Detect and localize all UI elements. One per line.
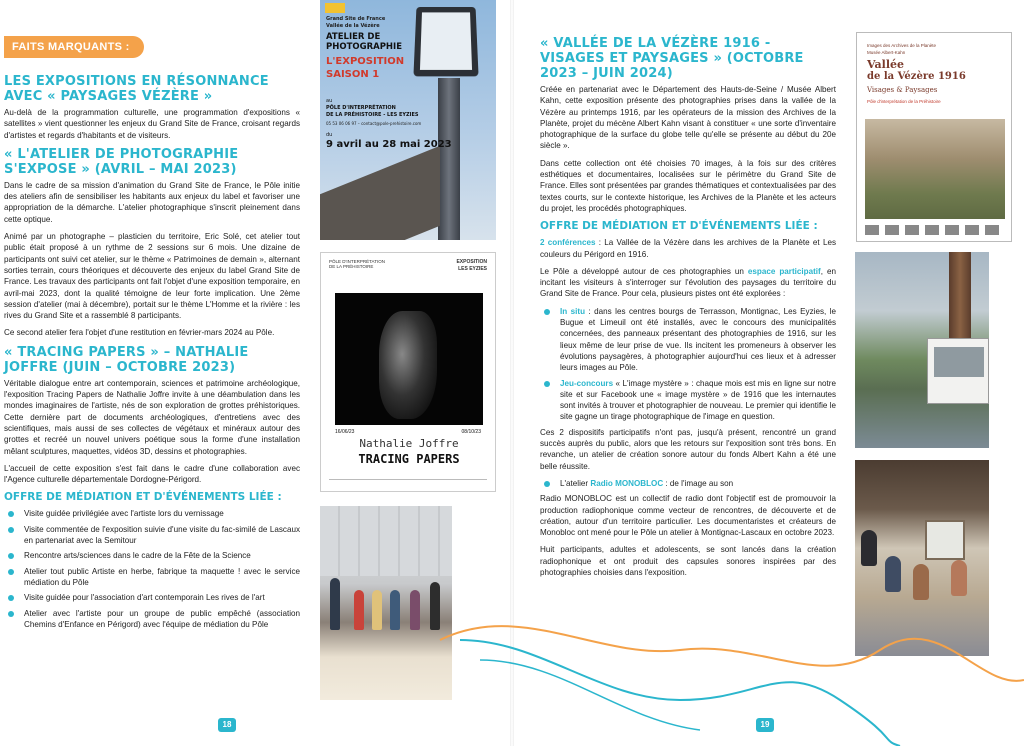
list-item: Atelier avec l'artiste pour un groupe de public empêché (association Chemins d'Enfance en Périgord) avec l'équipe de médiation du Pôle bbox=[4, 608, 300, 631]
poster-place: LES EYZIES bbox=[458, 266, 487, 272]
poster-line: 05 53 06 06 97 – contact@pole-prehistoire.com bbox=[326, 121, 422, 126]
poster-line: au bbox=[326, 98, 333, 104]
window-graphic bbox=[925, 520, 965, 560]
person bbox=[330, 578, 340, 630]
text-span: « L'image mystère » : chaque mois est mis en ligne sur notre site et sur Facebook une « image mystère » de 1916 que les internautes sont invités à trouver et photographier de nouveau. Le premier qui identifie le site gagne un tirage photographique de l'image en question. bbox=[560, 378, 836, 422]
atelier-radio-list bbox=[540, 478, 836, 489]
person bbox=[913, 564, 929, 600]
list-item: Atelier tout public Artiste en herbe, fabrique ta maquette ! avec le service médiation du Pôle bbox=[4, 566, 300, 589]
river-panel-photo bbox=[855, 252, 989, 448]
left-text-column bbox=[4, 74, 300, 634]
list-item bbox=[540, 478, 836, 489]
page-number-right: 19 bbox=[756, 718, 774, 732]
dispositifs-paragraph: Ces 2 dispositifs participatifs n'ont pas, jusqu'à présent, rencontré un grand succès auprès du public, alors que les retours sur l'exposition sont très bons. En revanche, un atelier de création sonore autour du fonds Albert Kahn a été une belle réussite. bbox=[540, 427, 836, 471]
atelier-p3: Ce second atelier fera l'objet d'une restitution en février-mars 2024 au Pôle. bbox=[4, 328, 275, 338]
text-span: Le Pôle a développé autour de ces photographies un bbox=[540, 266, 748, 276]
right-text-column bbox=[540, 36, 836, 584]
poster-line: du bbox=[326, 132, 333, 138]
poster-date-start: 16/06/23 bbox=[335, 429, 355, 435]
tracing-heading: « TRACING PAPERS » – NATHALIE JOFFRE (JUIN – OCTOBRE 2023) bbox=[4, 344, 249, 375]
street-lamp-graphic bbox=[413, 7, 478, 76]
tracing-p1: Véritable dialogue entre art contemporain, sciences et patrimoine archéologique, l'exposition Tracing Papers de Nathalie Joffre invite à une déambulation dans les mondes imaginaires de l'artiste, nés de son exploration de grottes préhistoriques. Cette dernière part de documents archéologiques, d'entretiens avec des scientifiques, mais aussi de ses collectes de végétaux et minéraux autour des grottes et recréé un nouvel univers poétique sous la forme d'une installation mêlant sculptures, maquettes, vidéos 3D, dessins et photographies. bbox=[4, 378, 300, 456]
panel-photo bbox=[934, 347, 984, 377]
blue-wave bbox=[460, 640, 900, 746]
conferences-paragraph bbox=[540, 237, 836, 260]
page-gutter bbox=[510, 0, 514, 746]
poster-org: PÔLE D'INTERPRÉTATION DE LA PRÉHISTOIRE bbox=[329, 259, 385, 269]
list-item: Visite guidée privilégiée avec l'artiste lors du vernissage bbox=[4, 508, 300, 519]
mediation-list-left bbox=[4, 508, 300, 630]
atelier-heading: « L'ATELIER DE PHOTOGRAPHIE S'EXPOSE » (AVRIL – MAI 2023) bbox=[4, 146, 239, 177]
in-situ-highlight: In situ bbox=[560, 306, 586, 316]
poster-line: Visages & Paysages bbox=[867, 86, 938, 94]
poster-line: ATELIER DE bbox=[326, 32, 381, 42]
poster-line: Pôle d'interprétation de la Préhistoire bbox=[867, 99, 941, 104]
partner-logos bbox=[865, 225, 1005, 235]
poster-footer bbox=[329, 479, 487, 485]
vallee-1916-poster bbox=[856, 32, 1012, 242]
lamp-pole-graphic bbox=[438, 78, 460, 240]
poster-line: L'EXPOSITION bbox=[326, 56, 405, 67]
person bbox=[410, 590, 420, 630]
radio-workshop-photo bbox=[855, 460, 989, 656]
person bbox=[390, 590, 400, 630]
poster-line: PÔLE D'INTERPRÉTATION bbox=[326, 105, 396, 111]
list-item bbox=[540, 378, 836, 423]
list-item: Rencontre arts/sciences dans le cadre de la Fête de la Science bbox=[4, 550, 300, 561]
person bbox=[951, 560, 967, 596]
vallee-heading: « VALLÉE DE LA VÉZÈRE 1916 - VISAGES ET PAYSAGES » (OCTOBRE 2023 – JUIN 2024) bbox=[540, 36, 804, 81]
conferences-text: : La Vallée de la Vézère dans les archives de la Planète et Les couleurs du Périgord en 1916. bbox=[540, 238, 836, 259]
atelier-p1: Dans le cadre de sa mission d'animation du Grand Site de France, le Pôle initie des ateliers afin de sensibiliser les habitants aux enjeux du label et favoriser une appropriation de la démarche. L'atelier photographique s'inscrit pleinement dans cette optique. bbox=[4, 180, 300, 224]
poster-expo: EXPOSITION bbox=[456, 259, 487, 265]
roof-graphic bbox=[320, 146, 440, 240]
text-span: , en incitant les visiteurs à s'interroger sur l'évolution des paysages du territoire du Grand Site de France. Pour cela, plusieurs pistes ont été explorées : bbox=[540, 266, 836, 299]
person bbox=[430, 582, 440, 630]
tracing-papers-poster bbox=[320, 252, 496, 492]
list-item: Visite guidée pour l'association d'art contemporain Les rives de l'art bbox=[4, 592, 300, 603]
poster-line: Musée Albert-Kahn bbox=[867, 50, 906, 55]
conferences-highlight: 2 conférences bbox=[540, 238, 596, 248]
poster-date-end: 08/10/23 bbox=[461, 429, 481, 435]
vallee-p2: Dans cette collection ont été choisies 70 images, à la fois sur des critères esthétiques et documentaires, localisées sur le périmètre du Grand Site de France. Elles sont présentées par grandes thématiques et contextualisées par des textes courts, sur le contexte historique, les Archives de la Planète et les acteurs du projet, les procédés photographiques. bbox=[540, 158, 836, 213]
text-span: : de l'image au son bbox=[663, 478, 734, 488]
person bbox=[861, 530, 877, 566]
person bbox=[372, 590, 382, 630]
atelier-photo-poster bbox=[320, 0, 496, 240]
text-span: : dans les centres bourgs de Terrasson, Montignac, Les Eyzies, le Bugue et Limeuil ont été installés, avec le concours des municipalités concernées, des panneaux présentant des photographies de 1916, sur les lieux même de leur prise de vue. Ils incitent les promeneurs à observer les évolutions paysagères, à photographier aujourd'hui ces lieux et à adresser leurs images au Pôle. bbox=[560, 306, 836, 373]
poster-line: DE LA PRÉHISTOIRE - LES EYZIES bbox=[326, 112, 419, 118]
person bbox=[354, 590, 364, 630]
poster-line: Vallée de la Vézère bbox=[326, 23, 380, 29]
poster-line: 9 avril au 28 mai 2023 bbox=[326, 139, 452, 150]
poster-line: Grand Site de France bbox=[326, 16, 386, 22]
expositions-intro: Au-delà de la programmation culturelle, une programmation d'expositions « satellites » vient questionner les enjeux du Grand Site de France, croisant regards d'artistes et regards d'habitants et de visiteurs. bbox=[4, 108, 300, 140]
participatif-paragraph bbox=[540, 266, 836, 300]
wall-graphic bbox=[320, 506, 452, 576]
logo-badge bbox=[325, 3, 345, 13]
tracing-p2: L'accueil de cette exposition s'est fait dans le cadre d'une collaboration avec l'Agence culturelle départementale Dordogne-Périgord. bbox=[4, 463, 300, 485]
list-item bbox=[540, 306, 836, 374]
participatif-highlight: espace participatif bbox=[747, 266, 821, 276]
vallee-p1: Créée en partenariat avec le Département des Hauts-de-Seine / Musée Albert Kahn, cette exposition présente des photographies prises dans la vallée de la Vézère au printemps 1916, par les opérateurs de la mission des Archives de la Planète, projet du mécène Albert Kahn visant à constituer « une sorte d'inventaire photographique de la surface du globe telle qu'elle se présente au début du 20e siècle ». bbox=[540, 85, 836, 151]
poster-line: Images des Archives de la Planète bbox=[867, 43, 937, 48]
village-photo bbox=[865, 119, 1005, 219]
poster-line: SAISON 1 bbox=[326, 69, 380, 80]
stone-graphic bbox=[379, 311, 437, 419]
list-item: Visite commentée de l'exposition suivie d'une visite du fac-similé de Lascaux en partenariat avec la Semitour bbox=[4, 524, 300, 547]
info-panel-graphic bbox=[927, 338, 989, 404]
stone-artwork bbox=[335, 293, 483, 425]
expositions-heading: LES EXPOSITIONS EN RÉSONNANCE AVEC « PAYSAGES VÉZÈRE » bbox=[4, 74, 269, 104]
mediation-heading-left: OFFRE DE MÉDIATION ET D'ÉVÉNEMENTS LIÉE : bbox=[4, 491, 282, 504]
page-number-left: 18 bbox=[218, 718, 236, 732]
radio-highlight: Radio MONOBLOC bbox=[590, 478, 664, 488]
pistes-list bbox=[540, 306, 836, 423]
poster-title: TRACING PAPERS bbox=[358, 452, 460, 466]
exhibition-visit-photo bbox=[320, 506, 452, 700]
person bbox=[885, 556, 901, 592]
poster-line: Vallée bbox=[867, 58, 905, 71]
poster-line: de la Vézère 1916 bbox=[867, 71, 966, 82]
participants-paragraph: Huit participants, adultes et adolescents, se sont lancés dans la création radiophonique et ont produit des capsules sonores inspirées par des photographies choisies dans l'exposition. bbox=[540, 545, 836, 577]
poster-artist: Nathalie Joffre bbox=[359, 437, 459, 450]
text-span: L'atelier bbox=[560, 478, 591, 488]
section-tag: FAITS MARQUANTS : bbox=[4, 36, 144, 58]
jeu-concours-highlight: Jeu-concours bbox=[560, 378, 614, 388]
monobloc-paragraph: Radio MONOBLOC est un collectif de radio dont l'objectif est de promouvoir la production radiophonique comme vecteur de rencontres, de découverte et de création, autour d'un territoire particulier. Les documentaristes et créateurs de Monobloc ont mené pour le Pôle un atelier à Montignac-Lascaux en octobre 2023. bbox=[540, 494, 836, 538]
atelier-p2: Animé par un photographe – plasticien du territoire, Eric Solé, cet atelier tout public était proposé à un rythme de 2 sessions sur 6 mois. Une dizaine de participants ont suivi cet atelier, sur le thème « Patrimoines de demain », alternant sorties terrain, cours théoriques et découverte des enjeux du label Grand Site de France. Les travaux des participants ont fait l'objet d'une exposition temporaire, en avril-mai 2023, dont la qualité témoigne de leur forte implication. Une 2ème session d'atelier (mai à décembre), portait sur le thème L'Homme et la rivière : les rives du Grand Site et a rassemblé 8 participants. bbox=[4, 232, 300, 321]
mediation-heading-right: OFFRE DE MÉDIATION ET D'ÉVÉNEMENTS LIÉE : bbox=[540, 220, 818, 233]
poster-line: PHOTOGRAPHIE bbox=[326, 42, 403, 52]
